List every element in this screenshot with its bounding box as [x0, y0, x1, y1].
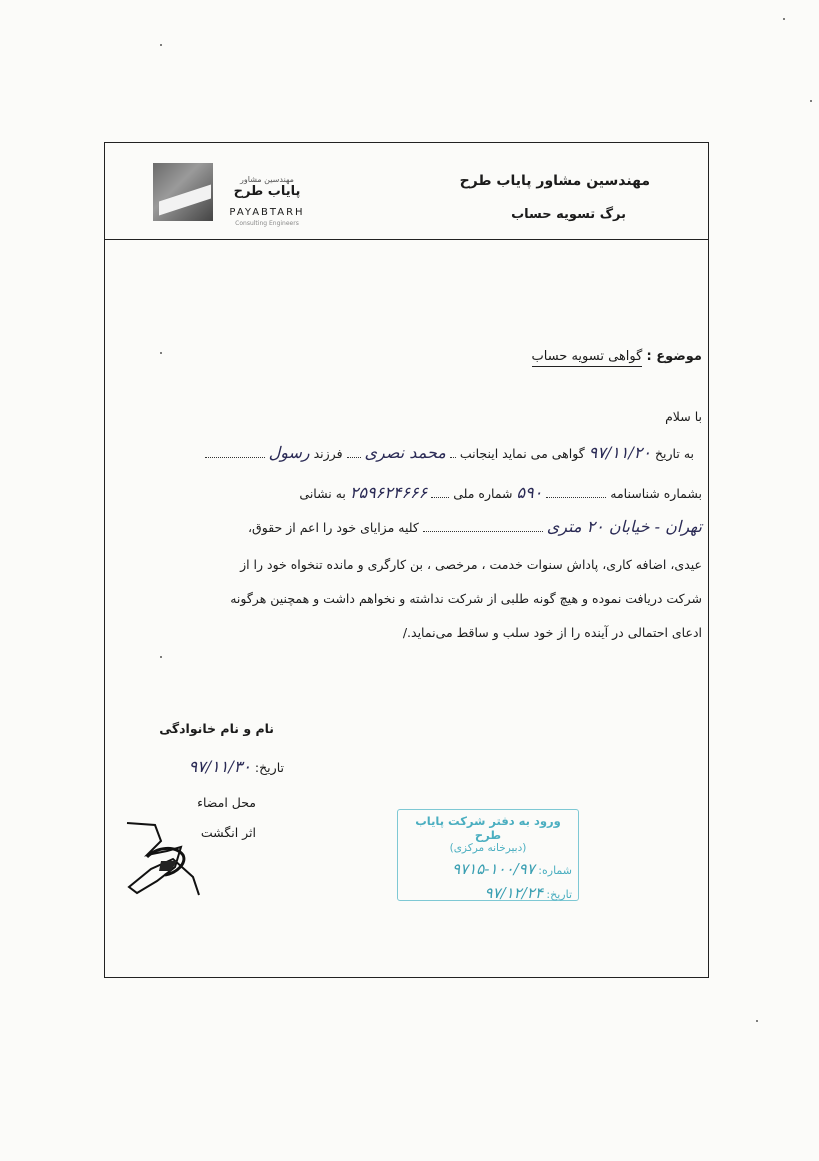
- company-title: مهندسین مشاور پایاب طرح: [459, 173, 650, 189]
- stamp-number-label: شماره:: [538, 864, 572, 877]
- signature-date-handwritten: ۹۷/۱۱/۳۰: [188, 757, 251, 776]
- letter-line-4: عیدی، اضافه کاری، پاداش سنوات خدمت ، مرخصی ، بن کارگری و مانده تنخواه خود را از: [240, 557, 702, 572]
- father-name-handwritten: رسول: [268, 443, 310, 462]
- scan-speck: [783, 18, 785, 20]
- address-handwritten: تهران - خیابان ۲۰ متری: [546, 517, 702, 536]
- subject-line: [532, 349, 703, 364]
- letter-date-handwritten: ۹۷/۱۱/۲۰: [588, 443, 651, 462]
- address-label: به نشانی: [299, 486, 346, 501]
- greeting: با سلام: [665, 409, 702, 424]
- fingerprint-label: اثر انگشت: [200, 825, 256, 840]
- full-name-label: نام و نام خانوادگی: [159, 721, 274, 736]
- form-title: برگ تسویه حساب: [511, 207, 626, 222]
- logo-latin-name: PAYABTARH: [229, 207, 305, 218]
- benefits-intro: کلیه مزایای خود را اعم از حقوق،: [248, 520, 419, 535]
- signature-date-label: تاریخ:: [254, 760, 284, 775]
- employee-name-handwritten: محمد نصری: [364, 443, 446, 462]
- national-id-label: شماره ملی: [453, 486, 513, 501]
- stamp-date-row: [404, 884, 572, 902]
- subject-label: موضوع :: [646, 349, 702, 364]
- certify-text: گواهی می نماید اینجانب: [459, 446, 585, 461]
- company-logo: [217, 175, 317, 227]
- document-frame: [104, 142, 709, 978]
- subject-value: گواهی تسویه حساب: [532, 349, 643, 367]
- signature-date-row: [189, 757, 284, 776]
- scan-speck: [756, 1020, 758, 1022]
- logo-persian-name: پایاب طرح: [233, 184, 301, 199]
- letter-line-6: ادعای احتمالی در آینده را از خود سلب و ساقط می‌نماید./: [402, 625, 702, 640]
- stamp-title: ورود به دفتر شرکت پایاب طرح: [415, 814, 561, 842]
- handwritten-signature-icon: [117, 811, 207, 901]
- id-number-handwritten: ۵۹۰: [516, 483, 543, 502]
- logo-tagline: Consulting Engineers: [235, 220, 299, 227]
- stamp-date-label: تاریخ:: [546, 888, 572, 901]
- id-number-label: بشماره شناسنامه: [610, 486, 702, 501]
- letter-line-1: [205, 443, 694, 462]
- scan-speck: [160, 44, 162, 46]
- stamp-date-value: ۹۷/۱۲/۲۴: [484, 884, 543, 902]
- stamp-number-value: ۱۰۰/۹۷-۹۷۱۵: [452, 860, 535, 878]
- stamp-subtitle: (دبیرخانه مرکزی): [449, 842, 527, 854]
- signature-place-label: محل امضاء: [197, 795, 256, 810]
- letter-line-3: [248, 517, 702, 536]
- child-of-label: فرزند: [313, 446, 343, 461]
- national-id-handwritten: ۲۵۹۶۲۴۶۶۶: [349, 483, 428, 502]
- letter-line-5: شرکت دریافت نموده و هیچ گونه طلبی از شرکت نداشته و نخواهم داشت و همچنین هرگونه: [230, 591, 702, 606]
- date-intro: به تاریخ: [654, 446, 694, 461]
- registry-stamp: [397, 809, 579, 901]
- header-divider: [105, 239, 708, 240]
- company-logo-icon: [153, 163, 213, 221]
- scan-speck: [810, 100, 812, 102]
- logo-subtitle: مهندسین مشاور: [240, 175, 294, 184]
- letter-line-2: [299, 483, 702, 502]
- stamp-number-row: [404, 860, 572, 878]
